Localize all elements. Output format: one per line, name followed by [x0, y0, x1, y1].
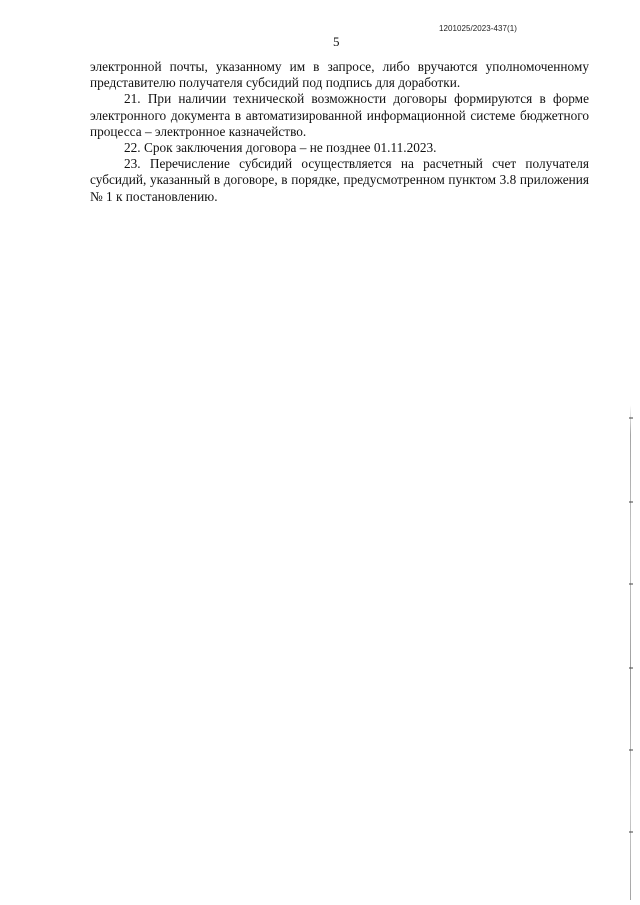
document-registration-number: 1201025/2023-437(1)	[439, 24, 517, 33]
scan-edge-mark	[629, 749, 633, 751]
page-number: 5	[333, 34, 340, 49]
scan-edge-mark	[629, 417, 633, 419]
paragraph-22: 22. Срок заключения договора – не позднее 01.11.2023.	[124, 140, 437, 156]
paragraph-continuation: электронной почты, указанному им в запросе, либо вручаются уполномоченному представителю получателя субсидий под подпись для доработки.	[90, 59, 589, 91]
paragraph-21: 21. При наличии технической возможности договоры формируются в форме электронного документа в автоматизированной информационной системе бюджетного процесса – электронное казначейство.	[90, 91, 589, 139]
scan-edge-mark	[629, 667, 633, 669]
scan-edge-mark	[629, 501, 633, 503]
scan-edge-artifact	[629, 405, 633, 900]
paragraph-23: 23. Перечисление субсидий осуществляется на расчетный счет получателя субсидий, указанный в договоре, в порядке, предусмотренном пунктом 3.8 приложения № 1 к постановлению.	[90, 156, 589, 204]
scan-edge-mark	[629, 583, 633, 585]
document-body	[90, 59, 589, 205]
scan-edge-mark	[629, 831, 633, 833]
scan-edge-line	[630, 405, 631, 900]
